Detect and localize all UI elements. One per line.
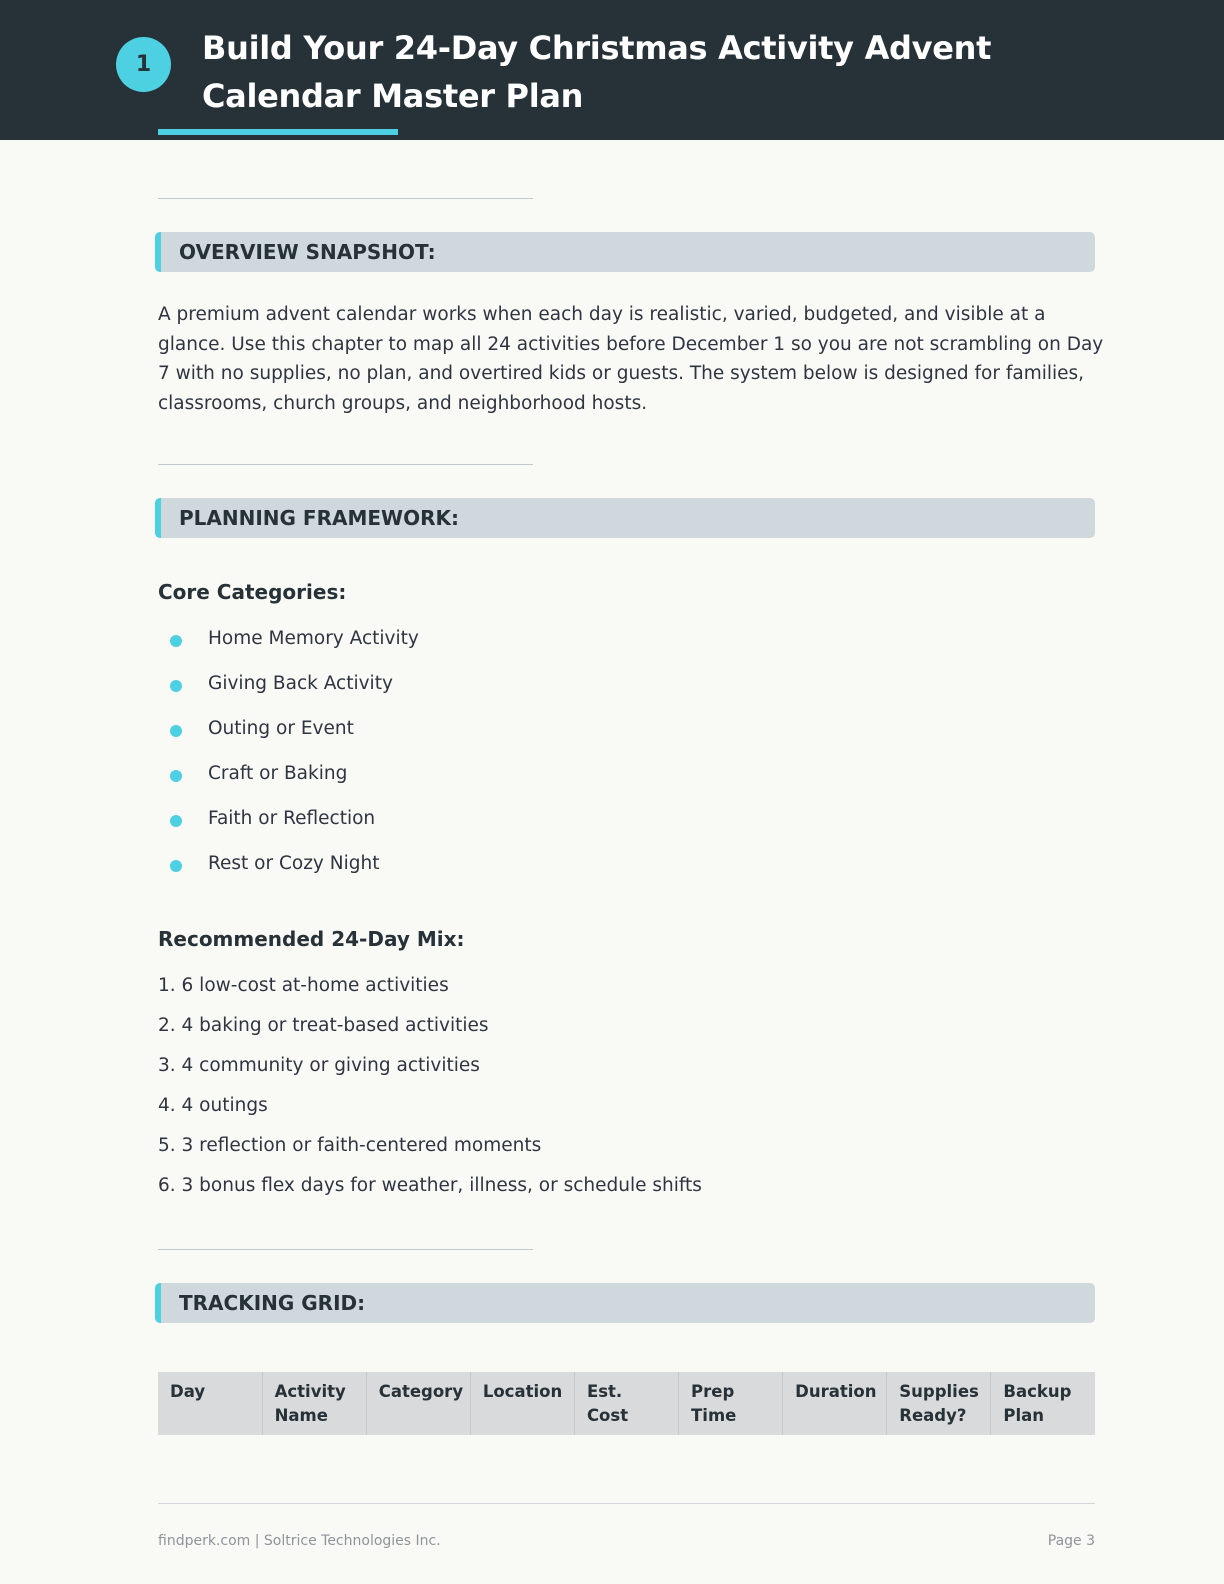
footer-source: findperk.com | Soltrice Technologies Inc. — [158, 1533, 441, 1549]
column-header-activity-name: Activity Name — [262, 1372, 366, 1435]
bullet-dot-icon — [170, 725, 182, 737]
category-label: Faith or Reflection — [208, 808, 376, 829]
recommended-mix-heading: Recommended 24-Day Mix: — [158, 927, 465, 951]
chapter-number-badge: 1 — [116, 37, 171, 92]
framework-heading: PLANNING FRAMEWORK: — [155, 498, 1095, 538]
column-header-duration: Duration — [783, 1372, 887, 1435]
overview-heading: OVERVIEW SNAPSHOT: — [155, 232, 1095, 272]
section-divider — [158, 198, 533, 199]
list-item — [170, 763, 419, 808]
bullet-dot-icon — [170, 635, 182, 647]
section-divider — [158, 464, 533, 465]
section-divider — [158, 1249, 533, 1250]
recommended-mix-list — [158, 975, 702, 1215]
list-item: 6. 3 bonus flex days for weather, illness, or schedule shifts — [158, 1175, 702, 1196]
chapter-header — [0, 0, 1224, 140]
column-header-day: Day — [158, 1372, 262, 1435]
category-label: Giving Back Activity — [208, 673, 393, 694]
table-header-row — [158, 1372, 1095, 1435]
column-header-supplies-ready: Supplies Ready? — [887, 1372, 991, 1435]
column-header-location: Location — [470, 1372, 574, 1435]
bullet-dot-icon — [170, 770, 182, 782]
footer-divider — [158, 1503, 1095, 1504]
overview-paragraph: A premium advent calendar works when each day is realistic, varied, budgeted, and visible at a glance. Use this chapter to map all 24 activities before December 1 so you are not scrambling on Day 7 with no supplies, no plan, and overtired kids or guests. The system below is designed for families, classrooms, church groups, and neighborhood hosts. — [158, 304, 1104, 414]
list-item: 1. 6 low-cost at-home activities — [158, 975, 449, 996]
list-item — [170, 673, 419, 718]
column-header-prep-time: Prep Time — [679, 1372, 783, 1435]
page-title: Build Your 24-Day Christmas Activity Advent Calendar Master Plan — [202, 29, 992, 115]
list-item: 4. 4 outings — [158, 1095, 268, 1116]
tracking-heading: TRACKING GRID: — [155, 1283, 1095, 1323]
title-underline — [158, 129, 398, 135]
category-label: Craft or Baking — [208, 763, 348, 784]
core-categories-list — [170, 628, 419, 898]
category-label: Home Memory Activity — [208, 628, 419, 649]
category-label: Rest or Cozy Night — [208, 853, 380, 874]
list-item: 2. 4 baking or treat-based activities — [158, 1015, 489, 1036]
list-item — [170, 808, 419, 853]
list-item — [170, 718, 419, 763]
list-item: 3. 4 community or giving activities — [158, 1055, 480, 1076]
column-header-backup-plan: Backup Plan — [1003, 1382, 1072, 1425]
tracking-grid-table — [158, 1372, 1095, 1435]
column-header-est-cost: Est. Cost — [574, 1372, 678, 1435]
bullet-dot-icon — [170, 860, 182, 872]
core-categories-heading: Core Categories: — [158, 580, 347, 604]
bullet-dot-icon — [170, 815, 182, 827]
column-header-category: Category — [366, 1372, 470, 1435]
category-label: Outing or Event — [208, 718, 354, 739]
list-item — [170, 853, 419, 898]
list-item: 5. 3 reflection or faith-centered moments — [158, 1135, 542, 1156]
bullet-dot-icon — [170, 680, 182, 692]
list-item — [170, 628, 419, 673]
page-number: Page 3 — [1047, 1533, 1095, 1549]
